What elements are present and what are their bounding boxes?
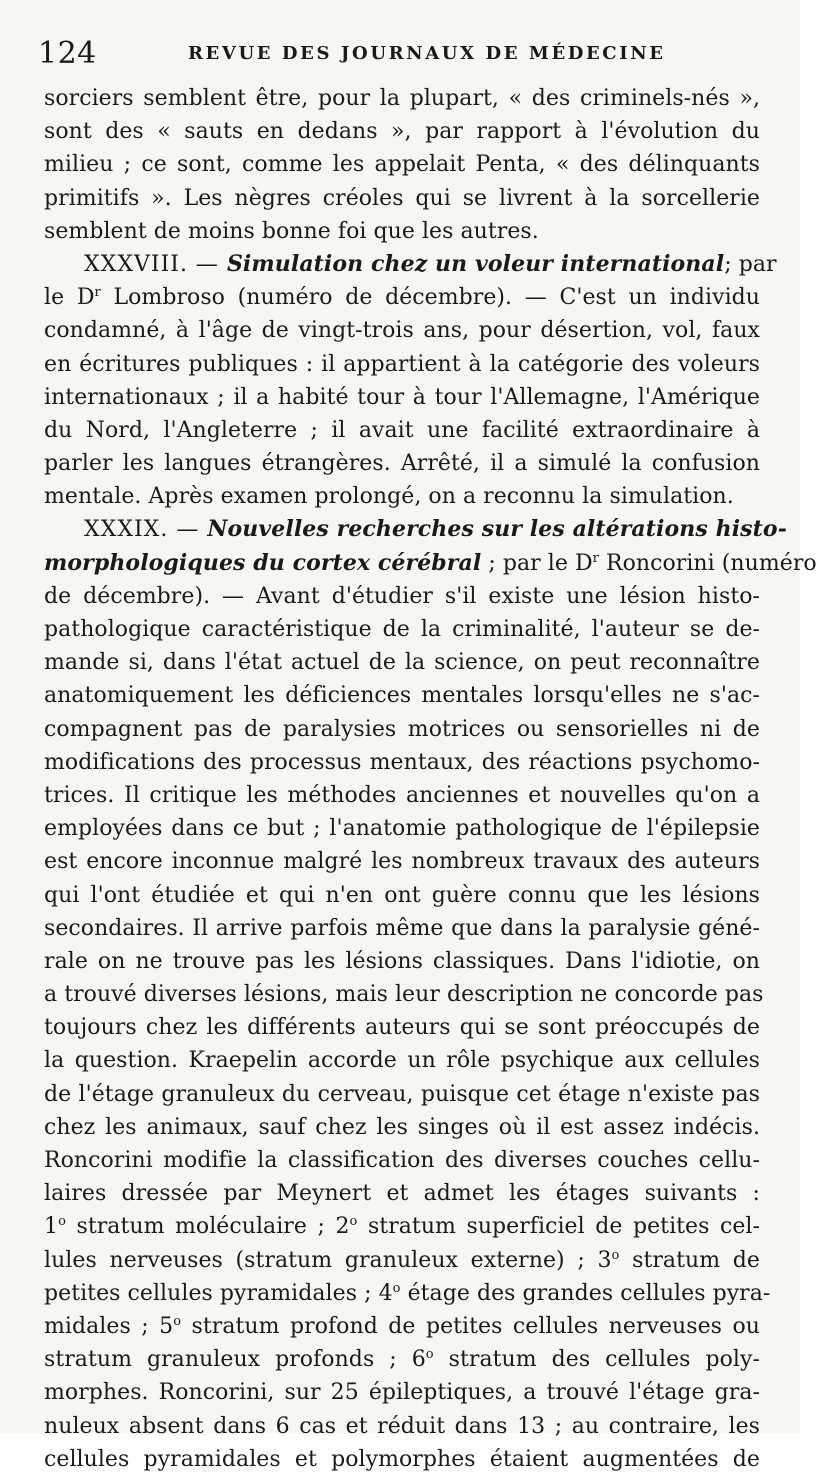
text-line: sorciers semblent être, pour la plupart, « des criminels-nés »,	[44, 86, 760, 111]
section-number: XXXIX. —	[84, 517, 208, 543]
paragraph-end-line: mentale. Après examen prolongé, on a reconnu la simulation.	[44, 484, 734, 510]
text-line: de l'étage granuleux du cerveau, puisque cet étage n'existe pas	[44, 1081, 760, 1107]
text-line: cellules pyramidales et polymorphes étaient augmentées de	[44, 1446, 760, 1472]
text-line: la question. Kraepelin accorde un rôle psychique aux cellules	[44, 1048, 760, 1074]
page-header	[38, 34, 760, 74]
section-title: Nouvelles recherches sur les altérations histo-	[207, 516, 787, 543]
text-line: midales ; 5$^o$ stratum profond de petites cellules nerveuses ou	[44, 1313, 760, 1339]
text-line: primitifs ». Les nègres créoles qui se livrent à la sorcellerie	[44, 185, 760, 211]
text-line: milieu ; ce sont, comme les appelait Penta, « des délinquants	[44, 152, 760, 178]
text-line: parler les langues étrangères. Arrêté, il a simulé la confusion	[44, 451, 760, 477]
text-line: pathologique caractéristique de la criminalité, l'auteur se de-	[44, 617, 760, 642]
section-heading-line: XXXVIII. — Simulation chez un voleur international; par	[84, 250, 777, 277]
text-line: compagnent pas de paralysies motrices ou sensorielles ni de	[44, 716, 760, 742]
text-line: stratum granuleux profonds ; 6$^o$ stratum des cellules poly-	[44, 1347, 760, 1373]
text-line: nuleux absent dans 6 cas et réduit dans 13 ; au contraire, les	[44, 1413, 760, 1439]
paragraph-end-line: semblent de moins bonne foi que les autres.	[44, 218, 539, 244]
text-line: a trouvé diverses lésions, mais leur description ne concorde pas	[44, 982, 764, 1008]
page-number: 124	[38, 36, 97, 71]
text-line: sont des « sauts en dedans », par rapport à l'évolution du	[44, 119, 760, 145]
text-line: morphologiques du cortex cérébral ; par le $D^r$ Roncorini (numéro	[44, 549, 817, 576]
text-line: secondaires. Il arrive parfois même que dans la paralysie géné-	[44, 915, 760, 941]
text-line: rale on ne trouve pas les lésions classiques. Dans l'idiotie, on	[44, 948, 760, 974]
section-heading-line	[44, 513, 787, 546]
text-line: morphes. Roncorini, sur 25 épileptiques, a trouvé l'étage gra-	[44, 1380, 760, 1406]
running-head: REVUE DES JOURNAUX DE MÉDECINE	[188, 43, 666, 64]
text-line: Roncorini modifie la classification des diverses couches cellu-	[44, 1148, 760, 1173]
text-line: mande si, dans l'état actuel de la science, on peut reconnaître	[44, 650, 760, 676]
text-line: toujours chez les différents auteurs qui se sont préoccupés de	[44, 1015, 760, 1041]
text-line: condamné, à l'âge de vingt-trois ans, pour désertion, vol, faux	[44, 318, 760, 344]
section-title-continued: morphologiques du cortex cérébral	[44, 549, 482, 576]
text-line: qui l'ont étudiée et qui n'en ont guère connu que les lésions	[44, 882, 760, 908]
text-line: en écritures publiques : il appartient à la catégorie des voleurs	[44, 351, 760, 377]
section-title: Simulation chez un voleur international	[226, 250, 725, 277]
body-text	[44, 82, 817, 1476]
text-line: de décembre). — Avant d'étudier s'il existe une lésion histo-	[44, 583, 760, 609]
text-line: trices. Il critique les méthodes anciennes et nouvelles qu'on a	[44, 782, 760, 808]
text-line: du Nord, l'Angleterre ; il avait une facilité extraordinaire à	[44, 417, 760, 443]
text-line: employées dans ce but ; l'anatomie pathologique de l'épilepsie	[44, 816, 760, 842]
section-number: XXXVIII. —	[84, 251, 227, 277]
text-line: chez les animaux, sauf chez les singes où il est assez indécis.	[44, 1114, 760, 1140]
text-line: modifications des processus mentaux, des réactions psychomo-	[44, 749, 760, 775]
text-line: est encore inconnue malgré les nombreux travaux des auteurs	[44, 849, 760, 875]
text-line: petites cellules pyramidales ; 4$^o$ étage des grandes cellules pyra-	[44, 1280, 771, 1306]
text-line: anatomiquement les déficiences mentales lorsqu'elles ne s'ac-	[44, 683, 760, 709]
text-line: laires dressée par Meynert et admet les étages suivants :	[44, 1181, 760, 1207]
text-line: internationaux ; il a habité tour à tour l'Allemagne, l'Amérique	[44, 384, 760, 410]
text-line: le $D^r$ Lombroso (numéro de décembre). — C'est un individu	[44, 285, 761, 311]
text-line: 1$^o$ stratum moléculaire ; 2$^o$ stratum superficiel de petites cel-	[44, 1214, 761, 1240]
text-line: lules nerveuses (stratum granuleux externe) ; 3$^o$ stratum de	[44, 1247, 761, 1273]
